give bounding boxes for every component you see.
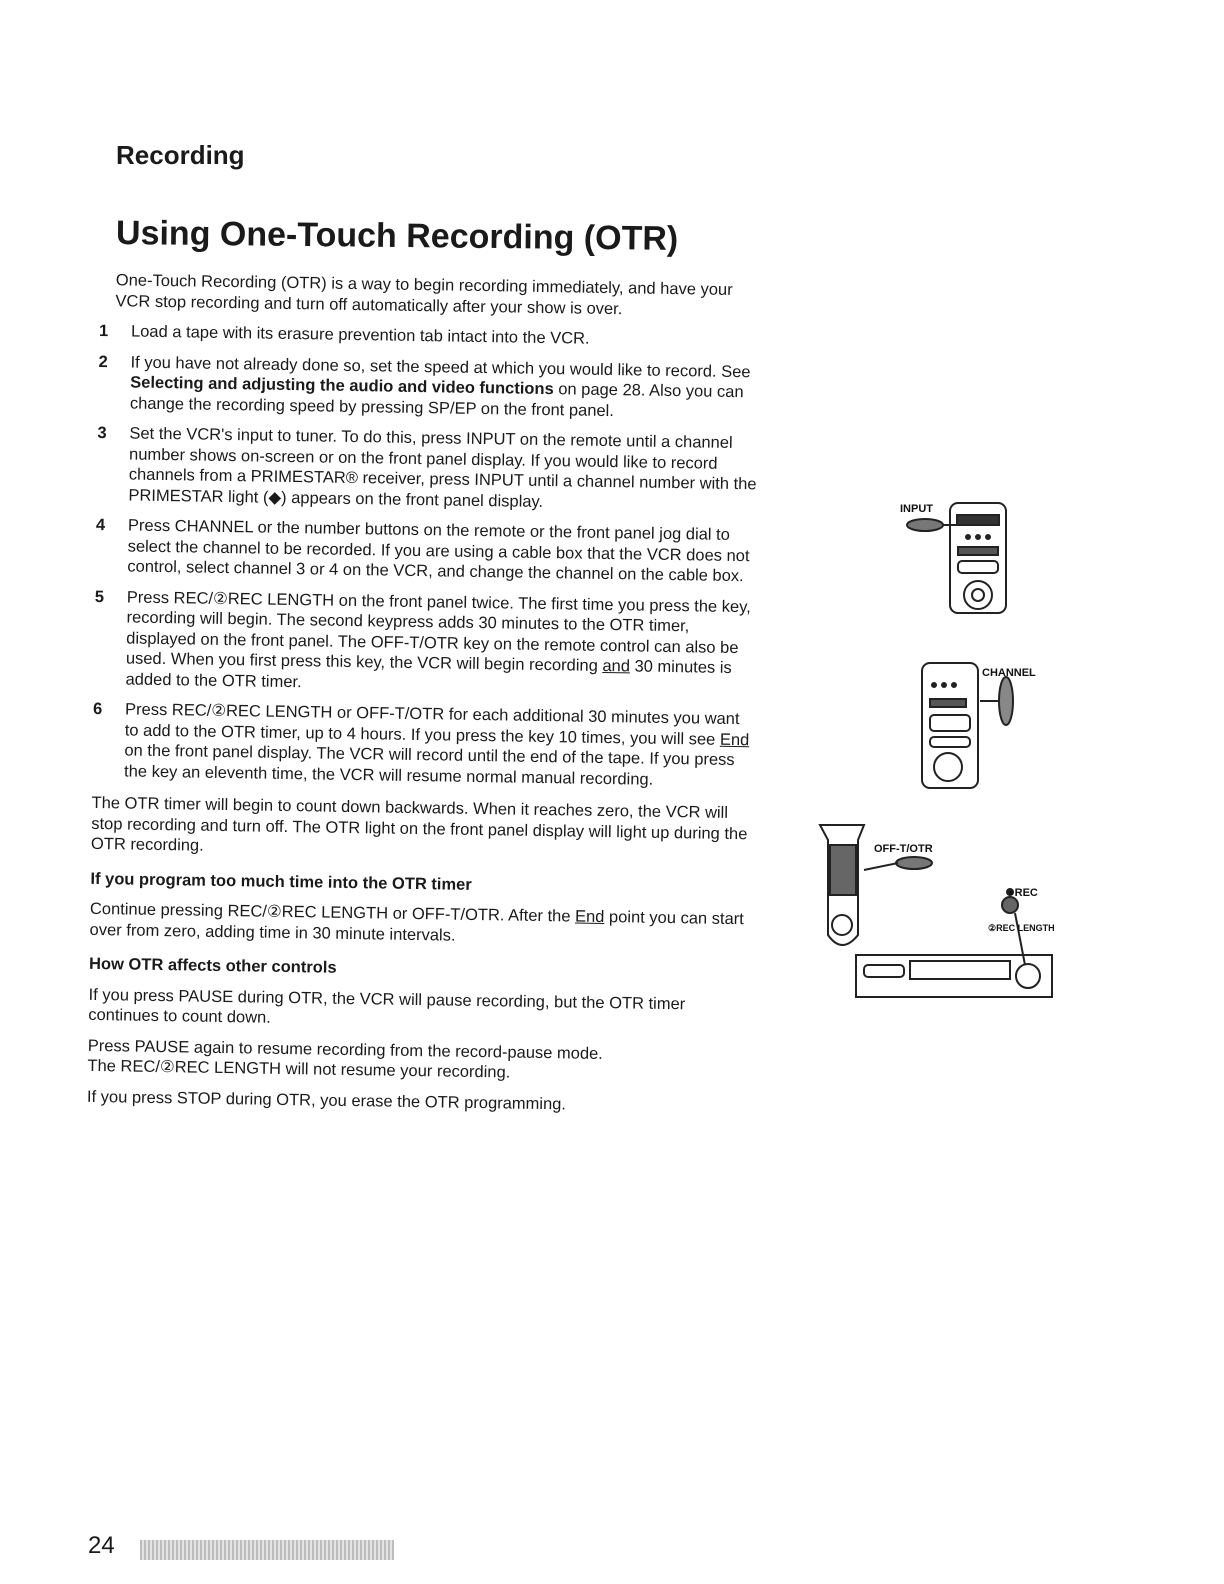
- rec-length-label: ②REC LENGTH: [988, 923, 1055, 933]
- step-text: Set the VCR's input to tuner. To do this, press INPUT on the remote until a channel number shows on-screen or on the front panel display. If you would like to record channels from a PRIMESTAR® receiver, press INPUT until a channel number with the PRIMESTAR light (◆) appears on the front panel display.: [128, 424, 757, 511]
- step-text: Load a tape with its erasure prevention tab intact into the VCR.: [130, 322, 590, 348]
- step-text: [130, 352, 759, 423]
- after-steps-paragraph: The OTR timer will begin to count down backwards. When it reaches zero, the VCR will stop recording and turn off. The OTR light on the front panel display will light up during the OTR recording.: [90, 793, 748, 855]
- stop-paragraph: If you press STOP during OTR, you erase the OTR programming.: [86, 1087, 567, 1113]
- step-text-part: Press REC/②REC LENGTH or OFF-T/OTR for each additional 30 minutes you want to add to the OTR timer, up to 4 hours. If you press the key 10 times, you will see: [124, 700, 740, 749]
- input-label: INPUT: [900, 503, 933, 515]
- body-text: [87, 270, 760, 1127]
- offt-otr-label: OFF-T/OTR: [874, 843, 933, 855]
- paragraph-line: The REC/②REC LENGTH will not resume your recording.: [87, 1056, 511, 1082]
- list-item: [98, 351, 759, 423]
- remote-and-vcr-drawings: [810, 495, 1070, 1015]
- paragraph-part: Continue pressing REC/②REC LENGTH or OFF-T/OTR. After the: [89, 899, 576, 926]
- step-text: Press CHANNEL or the number buttons on the remote or the front panel jog dial to select the channel to be recorded. If you are using a cable box that the VCR does not control, select channel 3 or 4 on the VCR, and change the channel on the cable box.: [127, 516, 750, 586]
- step-text-part: 30 minutes is added to the OTR timer.: [125, 657, 732, 691]
- steps-list: [92, 321, 759, 791]
- page-number: 24: [88, 1532, 115, 1559]
- step-text: [124, 699, 753, 791]
- step-text-part: If you have not already done so, set the speed at which you would like to record. See: [130, 352, 751, 381]
- step-text: [125, 587, 755, 699]
- cross-reference: Selecting and adjusting the audio and video functions: [130, 373, 554, 399]
- footer-decorative-bar: [140, 1540, 394, 1560]
- intro-paragraph: One-Touch Recording (OTR) is a way to begin recording immediately, and have your VCR stop recording and turn off automatically after your show is over.: [115, 271, 733, 318]
- step-text-part: Press REC/②REC LENGTH on the front panel twice. The first time you press the key, recording will begin. The second keypress adds 30 minutes to the OTR timer, displayed on the front panel. The OFF-T/OTR key on the remote control can also be used. When you first press this key, the VCR will begin recording: [125, 587, 751, 675]
- paragraph-part: point you can start over from zero, adding time in 30 minute intervals.: [89, 908, 744, 945]
- channel-label: CHANNEL: [982, 667, 1036, 679]
- page-title: Using One-Touch Recording (OTR): [115, 214, 679, 258]
- remote-channel-illustration: [922, 663, 1013, 788]
- list-item: [92, 699, 753, 791]
- list-item: [93, 586, 755, 699]
- step-text-part: on the front panel display. The VCR will record until the end of the tape. If you press the key an eleventh time, the VCR will resume normal manual recording.: [123, 741, 735, 789]
- section-label: Recording: [116, 140, 245, 170]
- pause-paragraph: If you press PAUSE during OTR, the VCR will pause recording, but the OTR timer continues to count down.: [88, 985, 686, 1027]
- subheading-too-much-time: If you program too much time into the OTR timer: [90, 869, 472, 894]
- underlined-word: and: [602, 656, 631, 676]
- underlined-word: End: [574, 907, 605, 927]
- step-number: 2: [98, 352, 108, 371]
- paragraph-line: Press PAUSE again to resume recording from the record-pause mode.: [87, 1036, 604, 1063]
- illustrations: [810, 495, 1070, 1015]
- too-much-time-paragraph: [89, 899, 750, 950]
- step-number: 6: [92, 699, 103, 719]
- subheading-otr-affects: How OTR affects other controls: [88, 954, 337, 977]
- resume-paragraph: [87, 1035, 748, 1086]
- underlined-word: End: [719, 730, 750, 749]
- step-number: 3: [97, 423, 107, 443]
- vcr-illustration: [856, 889, 1052, 997]
- rec-label: ●REC: [1008, 887, 1038, 899]
- step-number: 5: [94, 587, 105, 606]
- list-item: [99, 321, 759, 352]
- list-item: [96, 423, 757, 515]
- list-item: [95, 515, 756, 587]
- step-number: 1: [98, 321, 109, 341]
- step-number: 4: [95, 515, 106, 535]
- step-text-part: on page 28. Also you can change the recording speed by pressing SP/EP on the front panel.: [129, 380, 744, 420]
- remote-input-illustration: [907, 503, 1006, 613]
